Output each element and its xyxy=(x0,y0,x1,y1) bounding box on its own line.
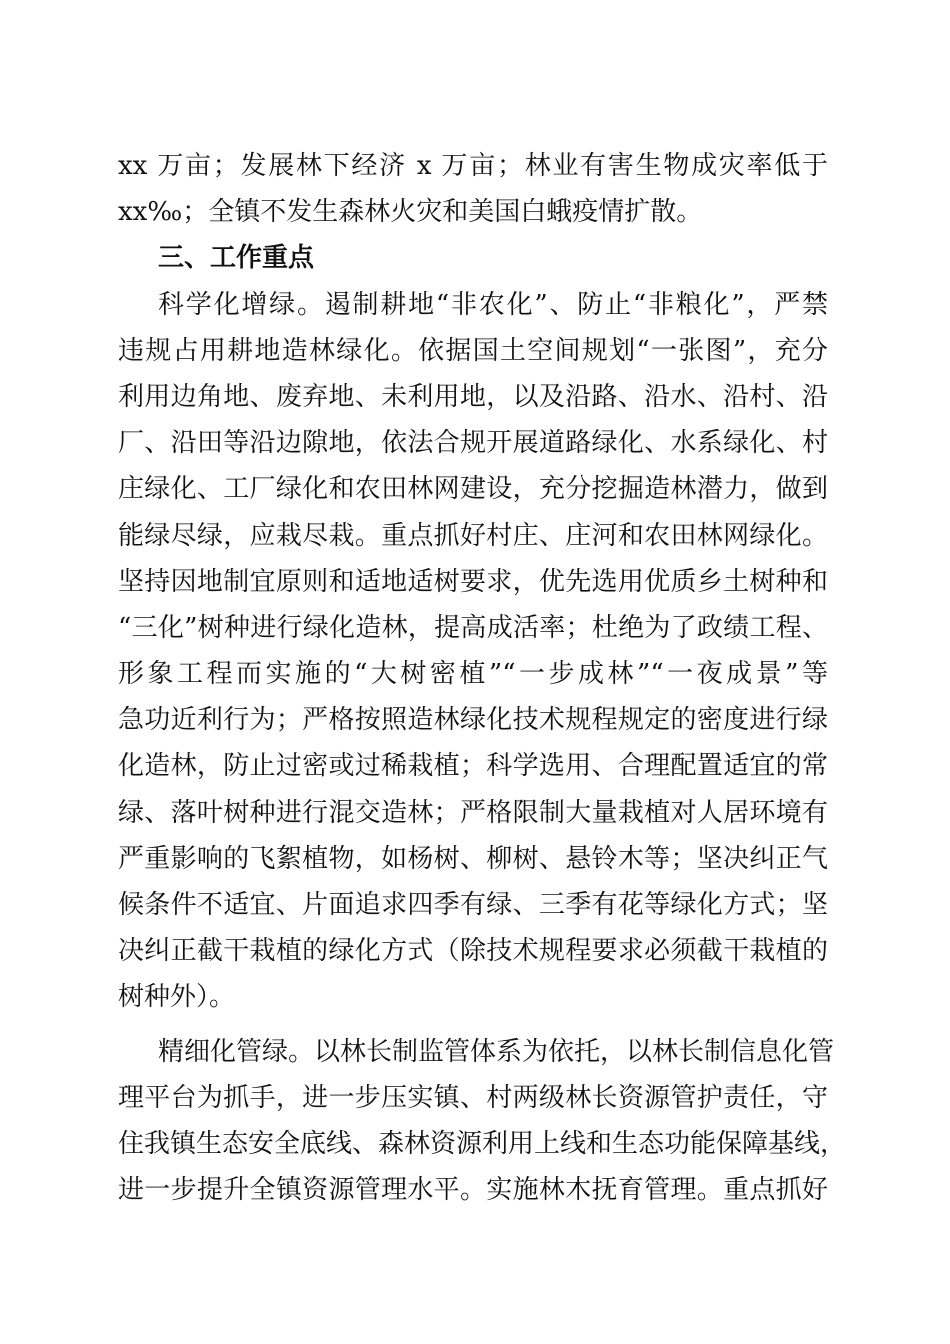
green-line-7: 坚持因地制宜原则和适地适树要求，优先选用优质乡土树种和 xyxy=(118,566,828,597)
manage-line-3: 住我镇生态安全底线、森林资源利用上线和生态功能保障基线， xyxy=(118,1128,847,1159)
green-line-8: “三化”树种进行绿化造林，提高成活率；杜绝为了政绩工程、 xyxy=(118,612,828,643)
green-line-12: 绿、落叶树种进行混交造林；严格限制大量栽植对人居环境有 xyxy=(118,797,828,828)
green-line-3: 利用边角地、废弃地、未利用地，以及沿路、沿水、沿村、沿 xyxy=(118,381,828,412)
green-line-16: 树种外）。 xyxy=(118,982,236,1013)
paragraph-gap xyxy=(118,1021,828,1029)
section-heading: 三、工作重点 xyxy=(158,243,315,274)
green-line-14: 候条件不适宜、片面追求四季有绿、三季有花等绿化方式；坚 xyxy=(118,890,828,920)
manage-line-2: 理平台为抓手，进一步压实镇、村两级林长资源管护责任，守 xyxy=(118,1082,828,1113)
manage-line-4: 进一步提升全镇资源管理水平。实施林木抚育管理。重点抓好 xyxy=(118,1175,828,1206)
green-line-9: 形象工程而实施的“大树密植”“一步成林”“一夜成景”等 xyxy=(118,659,828,690)
manage-line-1: 精细化管绿。以林长制监管体系为依托，以林长制信息化管 xyxy=(158,1036,835,1067)
green-line-1: 科学化增绿。遏制耕地“非农化”、防止“非粮化”，严禁 xyxy=(158,289,828,320)
intro-line-2: xx‰；全镇不发生森林火灾和美国白蛾疫情扩散。 xyxy=(118,197,703,228)
document-page xyxy=(118,143,847,1213)
green-line-4: 厂、沿田等沿边隙地，依法合规开展道路绿化、水系绿化、村 xyxy=(118,428,828,459)
green-line-2: 违规占用耕地造林绿化。依据国土空间规划“一张图”，充分 xyxy=(118,335,828,366)
green-line-15: 决纠正截干栽植的绿化方式（除技术规程要求必须截干栽植的 xyxy=(118,936,828,967)
green-line-6: 能绿尽绿，应栽尽栽。重点抓好村庄、庄河和农田林网绿化。 xyxy=(118,520,828,551)
intro-line-1: xx 万亩；发展林下经济 x 万亩；林业有害生物成灾率低于 xyxy=(118,151,828,181)
green-line-11: 化造林，防止过密或过稀栽植；科学选用、合理配置适宜的常 xyxy=(118,751,828,782)
green-line-5: 庄绿化、工厂绿化和农田林网建设，充分挖掘造林潜力，做到 xyxy=(118,474,828,505)
green-line-13: 严重影响的飞絮植物，如杨树、柳树、悬铃木等；坚决纠正气 xyxy=(118,843,828,874)
green-line-10: 急功近利行为；严格按照造林绿化技术规程规定的密度进行绿 xyxy=(118,705,828,736)
